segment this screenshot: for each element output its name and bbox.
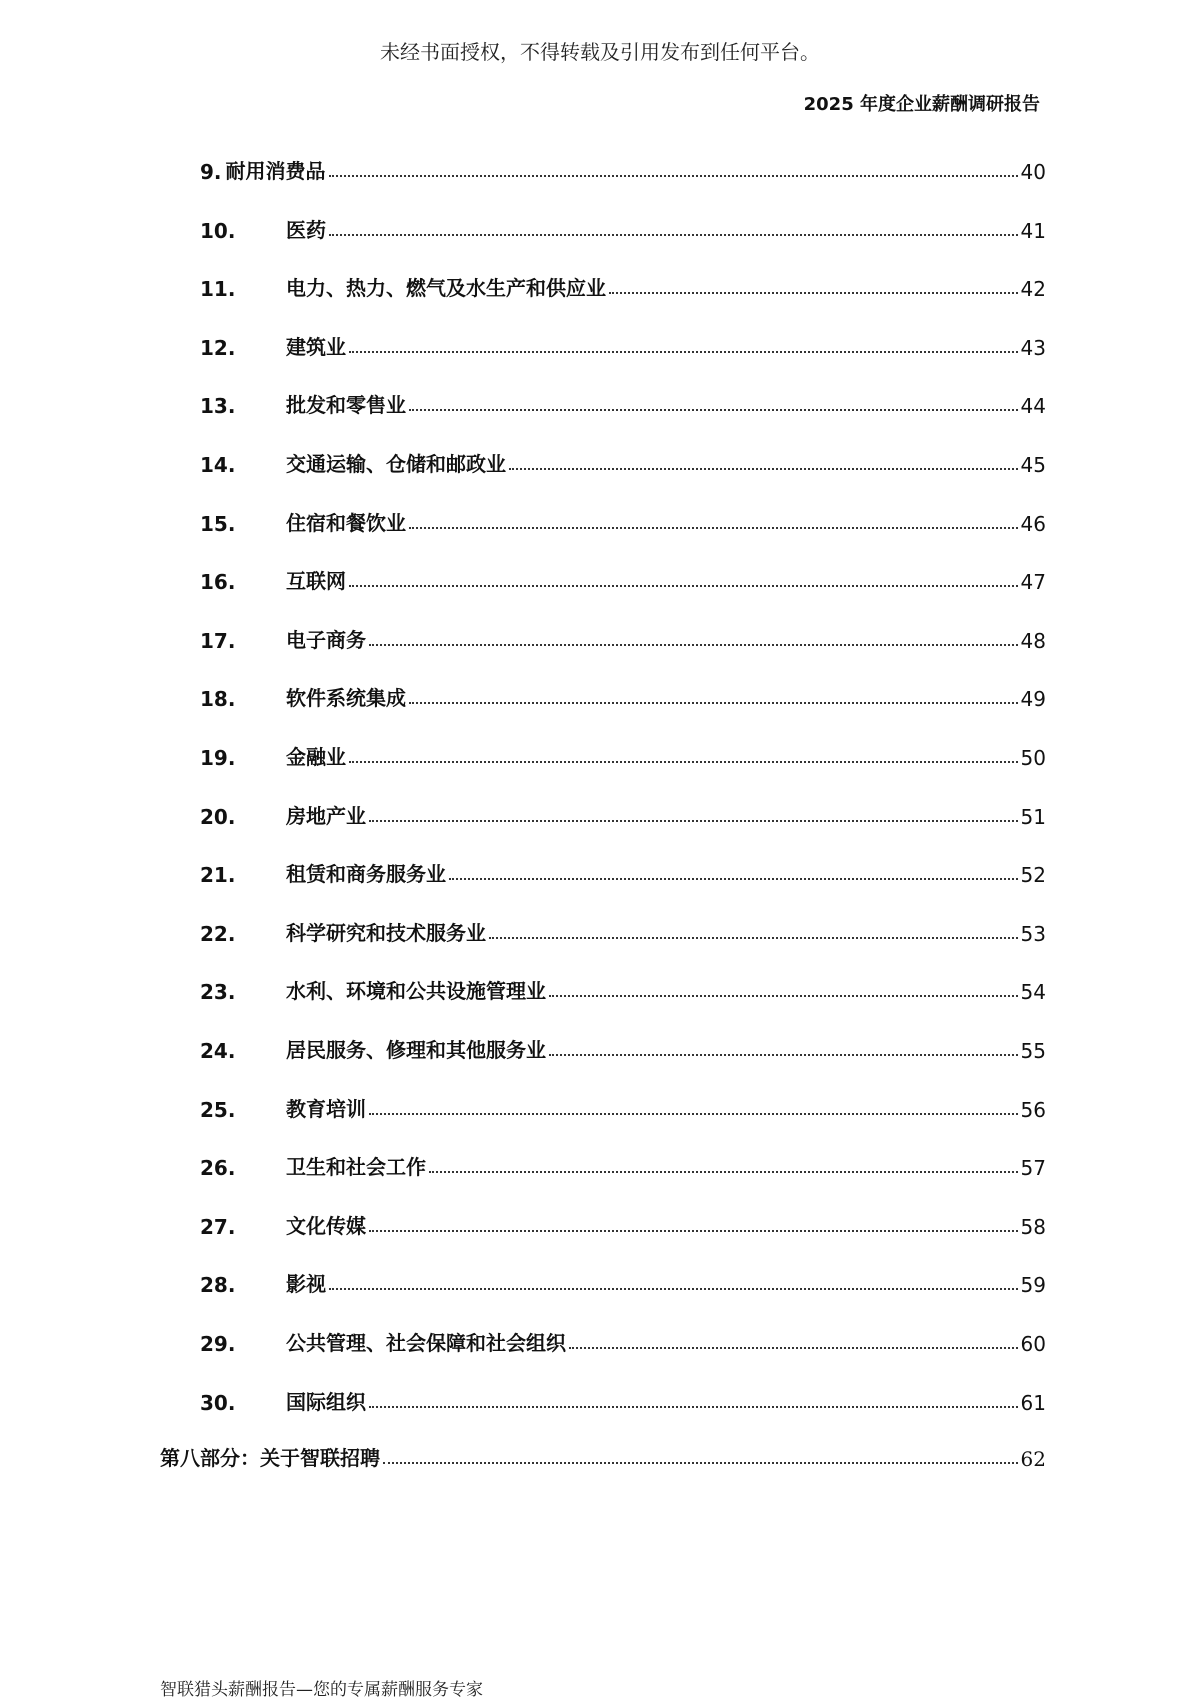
toc-entry[interactable] — [200, 209, 1046, 243]
toc-entry-page: 57 — [1020, 1156, 1046, 1180]
toc-entry[interactable] — [200, 912, 1046, 946]
toc-entry-number: 19. — [200, 746, 236, 770]
toc-entry-page: 42 — [1020, 277, 1046, 301]
toc-entry-page: 56 — [1020, 1098, 1046, 1122]
toc-entry-number: 17. — [200, 629, 236, 653]
toc-section-label: 第八部分：关于智联招聘 — [160, 1446, 380, 1470]
toc-entry[interactable] — [200, 619, 1046, 653]
toc-entry-page: 60 — [1020, 1332, 1046, 1356]
toc-entry-label: 医药 — [286, 218, 326, 242]
dot-leader — [369, 1113, 1018, 1115]
toc-entry-page: 51 — [1020, 805, 1046, 829]
toc-entry[interactable] — [200, 150, 1046, 184]
toc-entry-label: 租赁和商务服务业 — [286, 862, 446, 886]
toc-entry-page: 55 — [1020, 1039, 1046, 1063]
toc-entry[interactable] — [200, 795, 1046, 829]
toc-entry-label: 卫生和社会工作 — [286, 1155, 426, 1179]
dot-leader — [369, 1230, 1018, 1232]
toc-entry-page: 47 — [1020, 570, 1046, 594]
dot-leader — [549, 995, 1018, 997]
toc-entry-page: 44 — [1020, 394, 1046, 418]
toc-entry-number: 18. — [200, 687, 236, 711]
toc-entry-page: 58 — [1020, 1215, 1046, 1239]
toc-entry-page: 46 — [1020, 512, 1046, 536]
toc-entry[interactable] — [200, 267, 1046, 301]
toc-entry-label: 交通运输、仓储和邮政业 — [286, 452, 506, 476]
toc-entry[interactable] — [200, 443, 1046, 477]
toc-entry-number: 30. — [200, 1391, 236, 1415]
toc-section-entry[interactable] — [160, 1437, 1046, 1471]
page-footer: 智联猎头薪酬报告—您的专属薪酬服务专家 — [160, 1680, 483, 1700]
toc-entry[interactable] — [200, 1263, 1046, 1297]
toc-entry-number: 25. — [200, 1098, 236, 1122]
toc-entry-page: 43 — [1020, 336, 1046, 360]
toc-entry[interactable] — [200, 853, 1046, 887]
toc-entry-number: 10. — [200, 219, 236, 243]
dot-leader — [429, 1171, 1018, 1173]
toc-entry-number: 9. — [200, 160, 222, 184]
toc-entry-label: 房地产业 — [286, 804, 366, 828]
toc-entry-label: 科学研究和技术服务业 — [286, 921, 486, 945]
toc-entry-page: 53 — [1020, 922, 1046, 946]
toc-entry-number: 13. — [200, 394, 236, 418]
toc-entry-label: 国际组织 — [286, 1390, 366, 1414]
toc-entry-label: 文化传媒 — [286, 1214, 366, 1238]
toc-entry-label: 公共管理、社会保障和社会组织 — [286, 1331, 566, 1355]
toc-entry-page: 49 — [1020, 687, 1046, 711]
dot-leader — [329, 1288, 1018, 1290]
toc-entry-label: 教育培训 — [286, 1097, 366, 1121]
toc-entry-number: 11. — [200, 277, 236, 301]
toc-entry-number: 22. — [200, 922, 236, 946]
dot-leader — [549, 1054, 1018, 1056]
dot-leader — [609, 292, 1018, 294]
toc-entry-number: 28. — [200, 1273, 236, 1297]
report-title: 2025 年度企业薪酬调研报告 — [803, 94, 1040, 115]
toc-entry[interactable] — [200, 1146, 1046, 1180]
dot-leader — [349, 761, 1018, 763]
toc-section-page: 62 — [1020, 1447, 1046, 1471]
dot-leader — [329, 175, 1018, 177]
toc-entry-number: 29. — [200, 1332, 236, 1356]
toc-entry[interactable] — [200, 1205, 1046, 1239]
dot-leader — [409, 527, 1018, 529]
toc-entry-page: 59 — [1020, 1273, 1046, 1297]
toc-entry-number: 12. — [200, 336, 236, 360]
toc-entry-number: 20. — [200, 805, 236, 829]
toc-entry-page: 41 — [1020, 219, 1046, 243]
dot-leader — [369, 820, 1018, 822]
toc-entry-page: 50 — [1020, 746, 1046, 770]
toc-entry[interactable] — [200, 502, 1046, 536]
toc-entry-label: 软件系统集成 — [286, 686, 406, 710]
toc-entry-number: 14. — [200, 453, 236, 477]
toc-entry-page: 40 — [1020, 160, 1046, 184]
toc-entry[interactable] — [200, 677, 1046, 711]
toc-entry-number: 15. — [200, 512, 236, 536]
toc-entry-label: 影视 — [286, 1272, 326, 1296]
toc-entry-label: 电力、热力、燃气及水生产和供应业 — [286, 276, 606, 300]
dot-leader — [349, 351, 1018, 353]
toc-entry-number: 21. — [200, 863, 236, 887]
toc-entry-label: 互联网 — [286, 569, 346, 593]
dot-leader — [409, 702, 1018, 704]
dot-leader — [409, 409, 1018, 411]
toc-entry-page: 45 — [1020, 453, 1046, 477]
page-notice: 未经书面授权，不得转载及引用发布到任何平台。 — [380, 40, 820, 64]
toc-entry[interactable] — [200, 1088, 1046, 1122]
toc-entry-label: 建筑业 — [286, 335, 346, 359]
dot-leader — [383, 1462, 1018, 1464]
toc-entry-label: 水利、环境和公共设施管理业 — [286, 979, 546, 1003]
toc-entry[interactable] — [200, 1381, 1046, 1415]
toc-entry[interactable] — [200, 384, 1046, 418]
toc-entry-label: 电子商务 — [286, 628, 366, 652]
dot-leader — [369, 644, 1018, 646]
toc-entry-label: 批发和零售业 — [286, 393, 406, 417]
toc-entry-number: 23. — [200, 980, 236, 1004]
toc-entry-number: 24. — [200, 1039, 236, 1063]
toc-entry[interactable] — [200, 970, 1046, 1004]
toc-entry-page: 48 — [1020, 629, 1046, 653]
toc-entry-page: 61 — [1020, 1391, 1046, 1415]
toc-entry-label: 耐用消费品 — [225, 159, 326, 183]
toc-entry-label: 住宿和餐饮业 — [286, 511, 406, 535]
dot-leader — [329, 234, 1018, 236]
toc-entry[interactable] — [200, 560, 1046, 594]
dot-leader — [449, 878, 1018, 880]
dot-leader — [489, 937, 1018, 939]
toc-entry-number: 27. — [200, 1215, 236, 1239]
toc-entry-page: 52 — [1020, 863, 1046, 887]
toc-entry[interactable] — [200, 736, 1046, 770]
dot-leader — [369, 1406, 1018, 1408]
toc-entry-label: 居民服务、修理和其他服务业 — [286, 1038, 546, 1062]
toc-entry[interactable] — [200, 1322, 1046, 1356]
toc-entry-number: 16. — [200, 570, 236, 594]
toc-entry[interactable] — [200, 326, 1046, 360]
dot-leader — [349, 585, 1018, 587]
toc-entry[interactable] — [200, 1029, 1046, 1063]
toc-entry-label: 金融业 — [286, 745, 346, 769]
dot-leader — [569, 1347, 1018, 1349]
toc-entry-page: 54 — [1020, 980, 1046, 1004]
toc-entry-number: 26. — [200, 1156, 236, 1180]
dot-leader — [509, 468, 1018, 470]
